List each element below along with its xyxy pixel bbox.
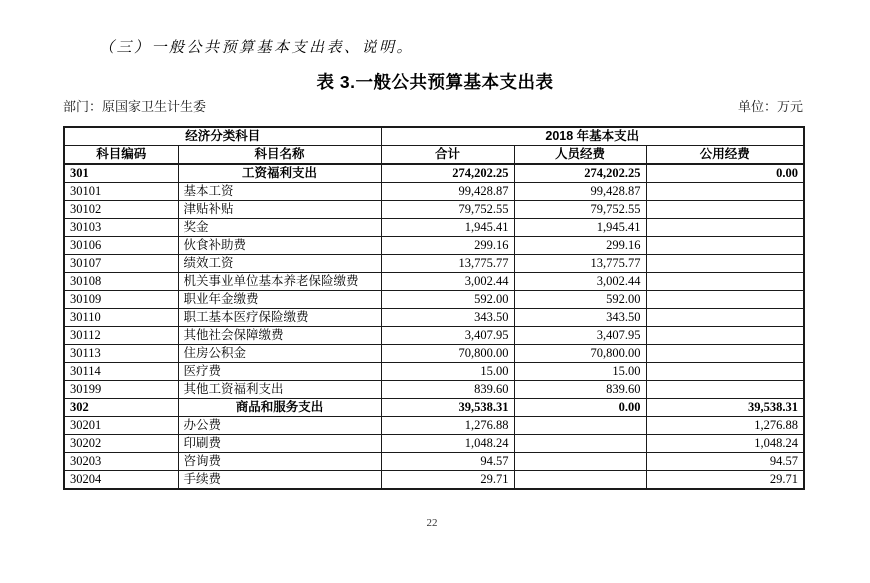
column-header-row [64, 146, 804, 165]
cell-subject-name: 机关事业单位基本养老保险缴费 [178, 273, 381, 291]
cell-subject-code: 30110 [64, 309, 178, 327]
cell-personnel: 592.00 [514, 291, 646, 309]
cell-subject-name: 医疗费 [178, 363, 381, 381]
cell-public [646, 219, 804, 237]
cell-personnel: 13,775.77 [514, 255, 646, 273]
cell-personnel: 15.00 [514, 363, 646, 381]
cell-public [646, 255, 804, 273]
table-row [64, 327, 804, 345]
cell-subject-name: 工资福利支出 [178, 164, 381, 183]
cell-subject-name: 手续费 [178, 471, 381, 490]
section-heading: （三）一般公共预算基本支出表、说明。 [99, 40, 415, 56]
cell-total: 39,538.31 [381, 399, 514, 417]
budget-table [63, 126, 805, 490]
cell-public: 29.71 [646, 471, 804, 490]
col-header-public: 公用经费 [646, 146, 804, 165]
table-row [64, 435, 804, 453]
cell-subject-code: 30202 [64, 435, 178, 453]
cell-subject-code: 30109 [64, 291, 178, 309]
cell-subject-code: 30203 [64, 453, 178, 471]
col-header-subject-code: 科目编码 [64, 146, 178, 165]
cell-total: 839.60 [381, 381, 514, 399]
cell-public [646, 309, 804, 327]
cell-subject-name: 伙食补助费 [178, 237, 381, 255]
cell-personnel: 3,002.44 [514, 273, 646, 291]
cell-subject-code: 30106 [64, 237, 178, 255]
table-row [64, 273, 804, 291]
cell-subject-name: 商品和服务支出 [178, 399, 381, 417]
cell-public: 1,048.24 [646, 435, 804, 453]
table-row [64, 309, 804, 327]
cell-personnel [514, 471, 646, 490]
table-row [64, 237, 804, 255]
cell-subject-name: 基本工资 [178, 183, 381, 201]
cell-total: 29.71 [381, 471, 514, 490]
cell-public [646, 291, 804, 309]
cell-personnel: 99,428.87 [514, 183, 646, 201]
cell-subject-code: 30103 [64, 219, 178, 237]
cell-subject-name: 住房公积金 [178, 345, 381, 363]
cell-personnel: 343.50 [514, 309, 646, 327]
table-row [64, 183, 804, 201]
cell-total: 15.00 [381, 363, 514, 381]
cell-subject-name: 职业年金缴费 [178, 291, 381, 309]
header-2018-basic-expenditure: 2018 年基本支出 [381, 127, 804, 146]
col-header-subject-name: 科目名称 [178, 146, 381, 165]
cell-subject-code: 301 [64, 164, 178, 183]
table-row [64, 381, 804, 399]
cell-subject-code: 30112 [64, 327, 178, 345]
table-title: 表 3.一般公共预算基本支出表 [316, 72, 554, 92]
table-row [64, 471, 804, 490]
table-row [64, 399, 804, 417]
cell-total: 1,048.24 [381, 435, 514, 453]
cell-public [646, 183, 804, 201]
header-group-row [64, 127, 804, 146]
cell-total: 99,428.87 [381, 183, 514, 201]
cell-personnel [514, 417, 646, 435]
cell-subject-code: 30108 [64, 273, 178, 291]
table-row [64, 291, 804, 309]
cell-personnel: 839.60 [514, 381, 646, 399]
table-meta-row [63, 96, 803, 115]
cell-subject-code: 30102 [64, 201, 178, 219]
cell-personnel: 79,752.55 [514, 201, 646, 219]
cell-personnel: 0.00 [514, 399, 646, 417]
cell-public [646, 363, 804, 381]
table-row [64, 219, 804, 237]
cell-public [646, 381, 804, 399]
cell-subject-name: 其他工资福利支出 [178, 381, 381, 399]
cell-subject-name: 职工基本医疗保险缴费 [178, 309, 381, 327]
cell-personnel: 70,800.00 [514, 345, 646, 363]
header-economic-classification: 经济分类科目 [64, 127, 381, 146]
table-row [64, 417, 804, 435]
cell-total: 1,945.41 [381, 219, 514, 237]
cell-subject-name: 咨询费 [178, 453, 381, 471]
cell-personnel: 3,407.95 [514, 327, 646, 345]
table-row [64, 363, 804, 381]
cell-total: 13,775.77 [381, 255, 514, 273]
cell-total: 3,002.44 [381, 273, 514, 291]
cell-subject-name: 奖金 [178, 219, 381, 237]
cell-public [646, 201, 804, 219]
cell-personnel [514, 453, 646, 471]
cell-total: 70,800.00 [381, 345, 514, 363]
table-row [64, 201, 804, 219]
cell-public: 39,538.31 [646, 399, 804, 417]
cell-total: 79,752.55 [381, 201, 514, 219]
table-row [64, 453, 804, 471]
cell-personnel: 274,202.25 [514, 164, 646, 183]
page-number: 22 [426, 517, 438, 529]
col-header-personnel: 人员经费 [514, 146, 646, 165]
cell-total: 3,407.95 [381, 327, 514, 345]
table-row [64, 345, 804, 363]
cell-total: 274,202.25 [381, 164, 514, 183]
cell-subject-code: 30204 [64, 471, 178, 490]
unit-label: 单位：万元 [737, 99, 803, 114]
col-header-total: 合计 [381, 146, 514, 165]
cell-subject-code: 30107 [64, 255, 178, 273]
cell-personnel [514, 435, 646, 453]
cell-total: 592.00 [381, 291, 514, 309]
cell-public: 94.57 [646, 453, 804, 471]
cell-subject-code: 30114 [64, 363, 178, 381]
table-header [64, 127, 804, 164]
cell-subject-code: 30101 [64, 183, 178, 201]
table-body [64, 164, 804, 489]
cell-public [646, 273, 804, 291]
cell-subject-code: 30201 [64, 417, 178, 435]
cell-subject-code: 302 [64, 399, 178, 417]
cell-public: 1,276.88 [646, 417, 804, 435]
cell-subject-code: 30113 [64, 345, 178, 363]
cell-personnel: 299.16 [514, 237, 646, 255]
cell-personnel: 1,945.41 [514, 219, 646, 237]
cell-total: 94.57 [381, 453, 514, 471]
table-row [64, 255, 804, 273]
cell-public [646, 345, 804, 363]
cell-total: 299.16 [381, 237, 514, 255]
table-row [64, 164, 804, 183]
cell-public: 0.00 [646, 164, 804, 183]
cell-subject-name: 其他社会保障缴费 [178, 327, 381, 345]
cell-subject-name: 印刷费 [178, 435, 381, 453]
cell-subject-name: 办公费 [178, 417, 381, 435]
cell-total: 1,276.88 [381, 417, 514, 435]
cell-subject-code: 30199 [64, 381, 178, 399]
cell-total: 343.50 [381, 309, 514, 327]
cell-public [646, 237, 804, 255]
cell-subject-name: 绩效工资 [178, 255, 381, 273]
cell-public [646, 327, 804, 345]
department-label: 部门：原国家卫生计生委 [63, 99, 207, 114]
cell-subject-name: 津贴补贴 [178, 201, 381, 219]
